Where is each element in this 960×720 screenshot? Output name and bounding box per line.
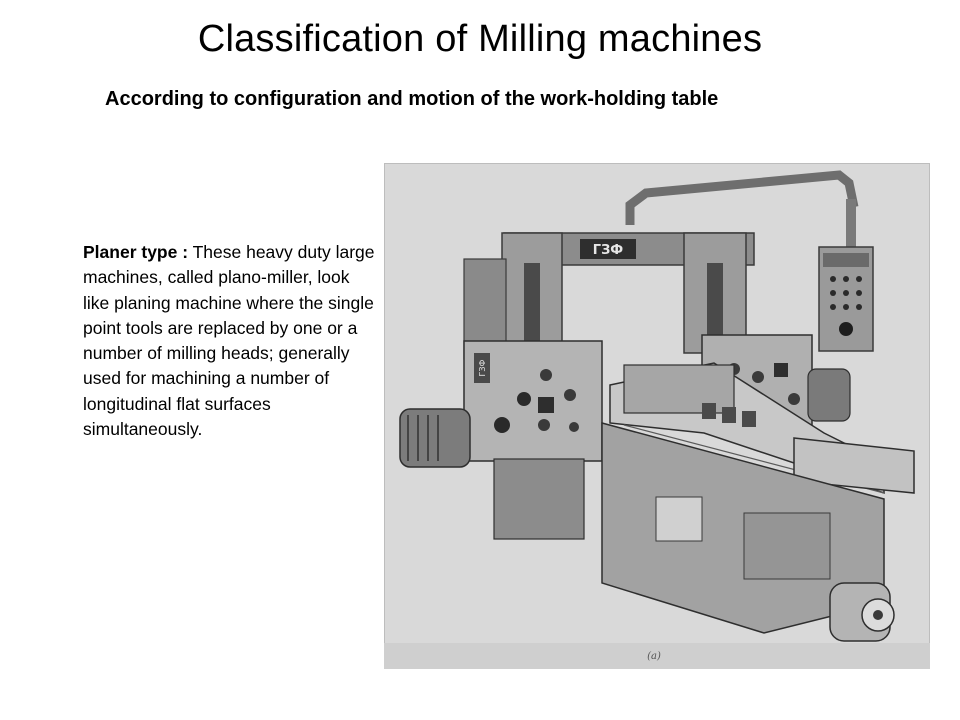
pendant-control-box	[819, 247, 873, 351]
left-drive-motor	[400, 409, 470, 467]
plano-miller-photo	[384, 163, 930, 669]
right-drive-motor	[808, 369, 850, 421]
left-milling-head	[464, 341, 602, 461]
left-head-base	[494, 459, 584, 539]
description-paragraph	[83, 240, 378, 442]
head-label-text: ГЗФ	[478, 359, 487, 377]
machine-plate-text: ГЗФ	[592, 243, 624, 258]
slide-title-text: Classification of Milling machines	[197, 18, 763, 60]
slide-title	[0, 18, 960, 61]
pendant-arm	[846, 199, 856, 247]
machine-type-description: These heavy duty large machines, called plano-miller, look like planing machine where the single point tools are replaced by one or a number of milling heads; generally used for machining a number of longitudinal flat surfaces simultaneously.	[83, 242, 375, 440]
photo-caption: (a)	[647, 651, 661, 662]
machine-type-term: Planer type :	[83, 242, 189, 262]
plano-miller-illustration	[384, 163, 930, 669]
feed-motor	[830, 583, 894, 641]
left-column-screw	[524, 263, 540, 353]
slide-subtitle: According to configuration and motion of the work-holding table	[105, 88, 719, 110]
